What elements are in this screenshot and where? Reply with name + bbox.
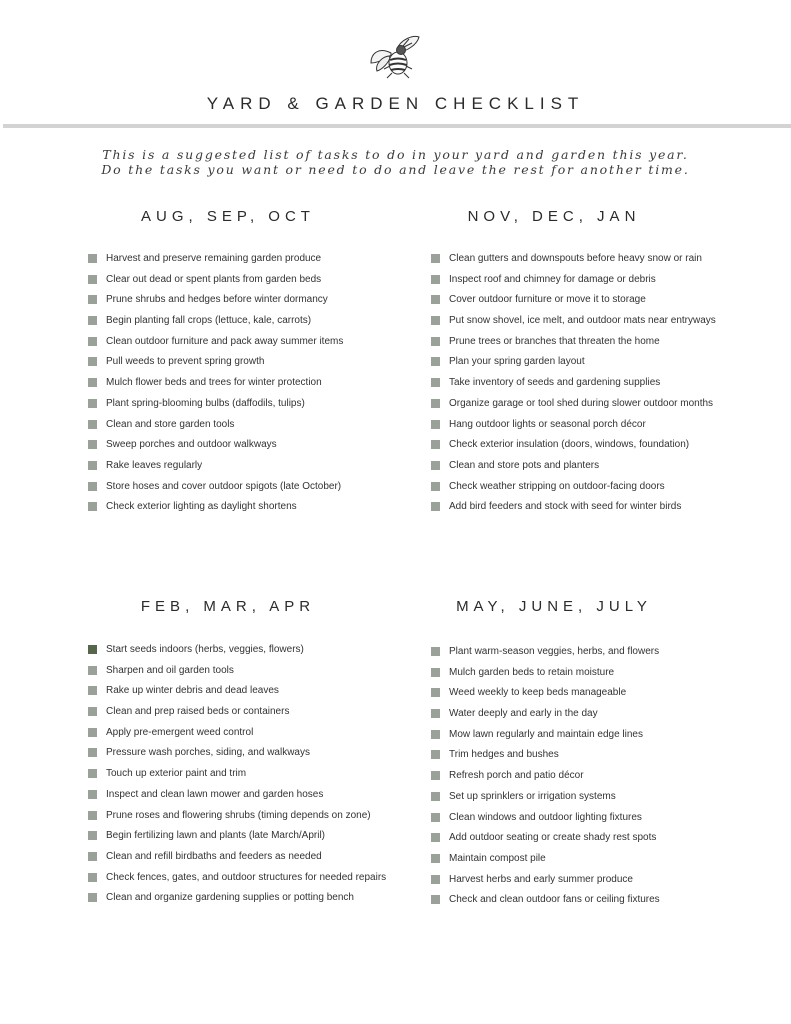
list-item: [431, 272, 716, 293]
list-item: [431, 872, 660, 893]
checkbox[interactable]: [431, 316, 440, 325]
section-heading-feb-mar-apr: FEB, MAR, APR: [140, 598, 316, 615]
list-item-text: Inspect and clean lawn mower and garden hoses: [106, 788, 324, 800]
list-item: [431, 375, 716, 396]
list-item: [88, 417, 343, 438]
list-item: [88, 663, 386, 684]
checklist-nov-dec-jan: [431, 251, 716, 520]
list-item-text: Plan your spring garden layout: [449, 356, 585, 368]
list-item: [88, 787, 386, 808]
list-item-text: Water deeply and early in the day: [449, 708, 598, 720]
list-item: [431, 810, 660, 831]
list-item-text: Plant warm-season veggies, herbs, and flowers: [449, 646, 660, 657]
list-item: [88, 704, 386, 725]
list-item-text: Add outdoor seating or create shady rest spots: [449, 832, 657, 844]
list-item: [431, 665, 660, 686]
checkbox[interactable]: [88, 295, 97, 304]
checkbox[interactable]: [88, 420, 97, 429]
checkbox[interactable]: [88, 769, 97, 778]
list-item-text: Prune roses and flowering shrubs (timing depends on zone): [106, 809, 371, 821]
list-item: [431, 830, 660, 851]
list-item-text: Pressure wash porches, siding, and walkways: [106, 747, 310, 759]
checkbox[interactable]: [431, 254, 440, 263]
checkbox[interactable]: [431, 295, 440, 304]
list-item: [88, 251, 343, 272]
list-item: [88, 683, 386, 704]
checkbox[interactable]: [88, 482, 97, 491]
list-item-text: Organize garage or tool shed during slower outdoor months: [449, 397, 714, 409]
checklist-aug-sep-oct: [88, 251, 343, 520]
list-item: [88, 458, 343, 479]
checkbox[interactable]: [88, 337, 97, 346]
list-item: [431, 251, 716, 272]
list-item-text: Clean and organize gardening supplies or potting bench: [106, 892, 354, 904]
list-item-text: Mow lawn regularly and maintain edge lines: [449, 728, 643, 740]
list-item: [431, 354, 716, 375]
list-item-text: Clean outdoor furniture and pack away summer items: [106, 335, 344, 347]
checkbox[interactable]: [431, 895, 440, 904]
list-item-text: Hang outdoor lights or seasonal porch décor: [449, 418, 646, 430]
list-item-text: Sharpen and oil garden tools: [106, 664, 234, 676]
list-item: [88, 272, 343, 293]
checkbox[interactable]: [431, 709, 440, 718]
list-item: [431, 747, 660, 768]
list-item: [88, 292, 343, 313]
list-item: [88, 437, 343, 458]
checkbox[interactable]: [88, 686, 97, 695]
checkbox[interactable]: [431, 502, 440, 511]
list-item-text: Harvest herbs and early summer produce: [449, 873, 633, 885]
list-item: [88, 766, 386, 787]
checkbox[interactable]: [431, 357, 440, 366]
page-title: YARD & GARDEN CHECKLIST: [206, 94, 585, 113]
list-item: [88, 808, 386, 829]
list-item-text: Prune shrubs and hedges before winter dormancy: [106, 294, 328, 306]
checkbox[interactable]: [431, 750, 440, 759]
checkbox[interactable]: [431, 275, 440, 284]
list-item-text: Check weather stripping on outdoor-facing doors: [449, 480, 665, 492]
list-item: [431, 706, 660, 727]
list-item: [431, 644, 660, 665]
list-item-text: Refresh porch and patio décor: [449, 770, 584, 782]
list-item-text: Touch up exterior paint and trim: [106, 768, 247, 780]
checkbox[interactable]: [88, 852, 97, 861]
list-item-text: Sweep porches and outdoor walkways: [106, 439, 277, 451]
list-item-text: Begin fertilizing lawn and plants (late March/April): [106, 830, 325, 842]
checkbox[interactable]: [431, 771, 440, 780]
list-item: [431, 685, 660, 706]
list-item-text: Clean windows and outdoor lighting fixtures: [449, 811, 642, 823]
list-item: [431, 458, 716, 479]
list-item: [88, 313, 343, 334]
list-item-text: Clean and store garden tools: [106, 418, 235, 430]
list-item-text: Harvest and preserve remaining garden produce: [106, 253, 322, 264]
list-item-text: Mulch garden beds to retain moisture: [449, 666, 615, 678]
list-item: [431, 417, 716, 438]
checkbox[interactable]: [431, 647, 440, 656]
checkbox[interactable]: [88, 893, 97, 902]
list-item: [431, 437, 716, 458]
list-item-text: Take inventory of seeds and gardening supplies: [449, 377, 661, 389]
list-item: [88, 375, 343, 396]
checkbox[interactable]: [431, 461, 440, 470]
checkbox[interactable]: [431, 482, 440, 491]
checkbox[interactable]: [88, 399, 97, 408]
checklist-may-june-july: [431, 644, 660, 913]
section-heading-aug-sep-oct: AUG, SEP, OCT: [141, 208, 315, 225]
checkbox[interactable]: [88, 831, 97, 840]
checkbox[interactable]: [431, 440, 440, 449]
list-item: [431, 479, 716, 500]
checkbox[interactable]: [88, 378, 97, 387]
checkbox[interactable]: [88, 790, 97, 799]
checkbox[interactable]: [88, 728, 97, 737]
section-heading-may-june-july: MAY, JUNE, JULY: [456, 598, 652, 615]
list-item: [431, 892, 660, 913]
list-item-text: Trim hedges and bushes: [449, 749, 559, 761]
section-heading-nov-dec-jan: NOV, DEC, JAN: [467, 208, 641, 225]
checkbox[interactable]: [88, 316, 97, 325]
list-item-text: Maintain compost pile: [449, 852, 546, 864]
list-item: [431, 727, 660, 748]
list-item: [88, 642, 386, 663]
checkbox[interactable]: [431, 813, 440, 822]
list-item: [88, 479, 343, 500]
list-item: [88, 849, 386, 870]
list-item: [431, 334, 716, 355]
list-item-text: Check fences, gates, and outdoor structures for needed repairs: [106, 871, 387, 883]
list-item-text: Put snow shovel, ice melt, and outdoor mats near entryways: [449, 315, 716, 327]
list-item: [88, 828, 386, 849]
list-item-text: Clean and prep raised beds or containers: [106, 706, 290, 718]
list-item: [88, 725, 386, 746]
list-item-text: Start seeds indoors (herbs, veggies, flowers): [106, 644, 304, 655]
list-item: [431, 292, 716, 313]
checkbox[interactable]: [431, 730, 440, 739]
list-item: [431, 789, 660, 810]
checkbox[interactable]: [88, 461, 97, 470]
checkbox[interactable]: [88, 357, 97, 366]
checkbox[interactable]: [431, 378, 440, 387]
list-item: [431, 313, 716, 334]
checkbox[interactable]: [431, 420, 440, 429]
checkbox[interactable]: [431, 875, 440, 884]
list-item-text: Rake up winter debris and dead leaves: [106, 685, 279, 697]
list-item-text: Store hoses and cover outdoor spigots (late October): [106, 480, 342, 492]
checkbox[interactable]: [88, 275, 97, 284]
checkbox[interactable]: [431, 688, 440, 697]
checkbox[interactable]: [431, 833, 440, 842]
list-item-text: Check and clean outdoor fans or ceiling fixtures: [449, 894, 660, 906]
bee-icon: [367, 33, 425, 79]
list-item-text: Clean and store pots and planters: [449, 459, 600, 471]
checkbox[interactable]: [88, 748, 97, 757]
checkbox[interactable]: [88, 873, 97, 882]
list-item-text: Plant spring-blooming bulbs (daffodils, tulips): [106, 397, 305, 409]
checkbox-checked[interactable]: [88, 645, 97, 654]
list-item-text: Begin planting fall crops (lettuce, kale, carrots): [106, 315, 312, 327]
list-item-text: Inspect roof and chimney for damage or debris: [449, 273, 656, 285]
checkbox[interactable]: [88, 254, 97, 263]
intro-line-2: Do the tasks you want or need to do and leave the rest for another time.: [101, 162, 690, 177]
list-item-text: Clear out dead or spent plants from garden beds: [106, 273, 322, 285]
list-item: [88, 354, 343, 375]
list-item: [88, 745, 386, 766]
list-item: [431, 768, 660, 789]
list-item-text: Set up sprinklers or irrigation systems: [449, 790, 616, 802]
list-item-text: Weed weekly to keep beds manageable: [449, 687, 627, 699]
checkbox[interactable]: [88, 666, 97, 675]
checkbox[interactable]: [88, 440, 97, 449]
title-divider: [3, 124, 791, 128]
list-item: [431, 851, 660, 872]
checkbox[interactable]: [88, 502, 97, 511]
list-item: [431, 396, 716, 417]
list-item-text: Mulch flower beds and trees for winter protection: [106, 377, 322, 389]
list-item-text: Check exterior insulation (doors, windows, foundation): [449, 439, 690, 451]
checkbox[interactable]: [431, 854, 440, 863]
checkbox[interactable]: [88, 707, 97, 716]
list-item: [88, 396, 343, 417]
list-item: [88, 334, 343, 355]
checkbox[interactable]: [431, 337, 440, 346]
intro-line-1: This is a suggested list of tasks to do in your yard and garden this year.: [102, 147, 689, 162]
checkbox[interactable]: [431, 668, 440, 677]
list-item: [88, 499, 343, 520]
checkbox[interactable]: [431, 792, 440, 801]
intro-text: [0, 147, 791, 177]
list-item: [88, 890, 386, 911]
checkbox[interactable]: [88, 811, 97, 820]
list-item-text: Clean and refill birdbaths and feeders as needed: [106, 850, 322, 862]
checklist-feb-mar-apr: [88, 642, 386, 911]
checkbox[interactable]: [431, 399, 440, 408]
list-item: [88, 870, 386, 891]
list-item-text: Apply pre-emergent weed control: [106, 726, 254, 738]
list-item-text: Check exterior lighting as daylight shortens: [106, 501, 297, 513]
list-item-text: Cover outdoor furniture or move it to storage: [449, 294, 646, 306]
list-item: [431, 499, 716, 520]
list-item-text: Pull weeds to prevent spring growth: [106, 356, 265, 368]
list-item-text: Prune trees or branches that threaten the home: [449, 335, 660, 347]
list-item-text: Rake leaves regularly: [106, 459, 203, 471]
list-item-text: Add bird feeders and stock with seed for winter birds: [449, 501, 682, 513]
list-item-text: Clean gutters and downspouts before heavy snow or rain: [449, 253, 702, 264]
